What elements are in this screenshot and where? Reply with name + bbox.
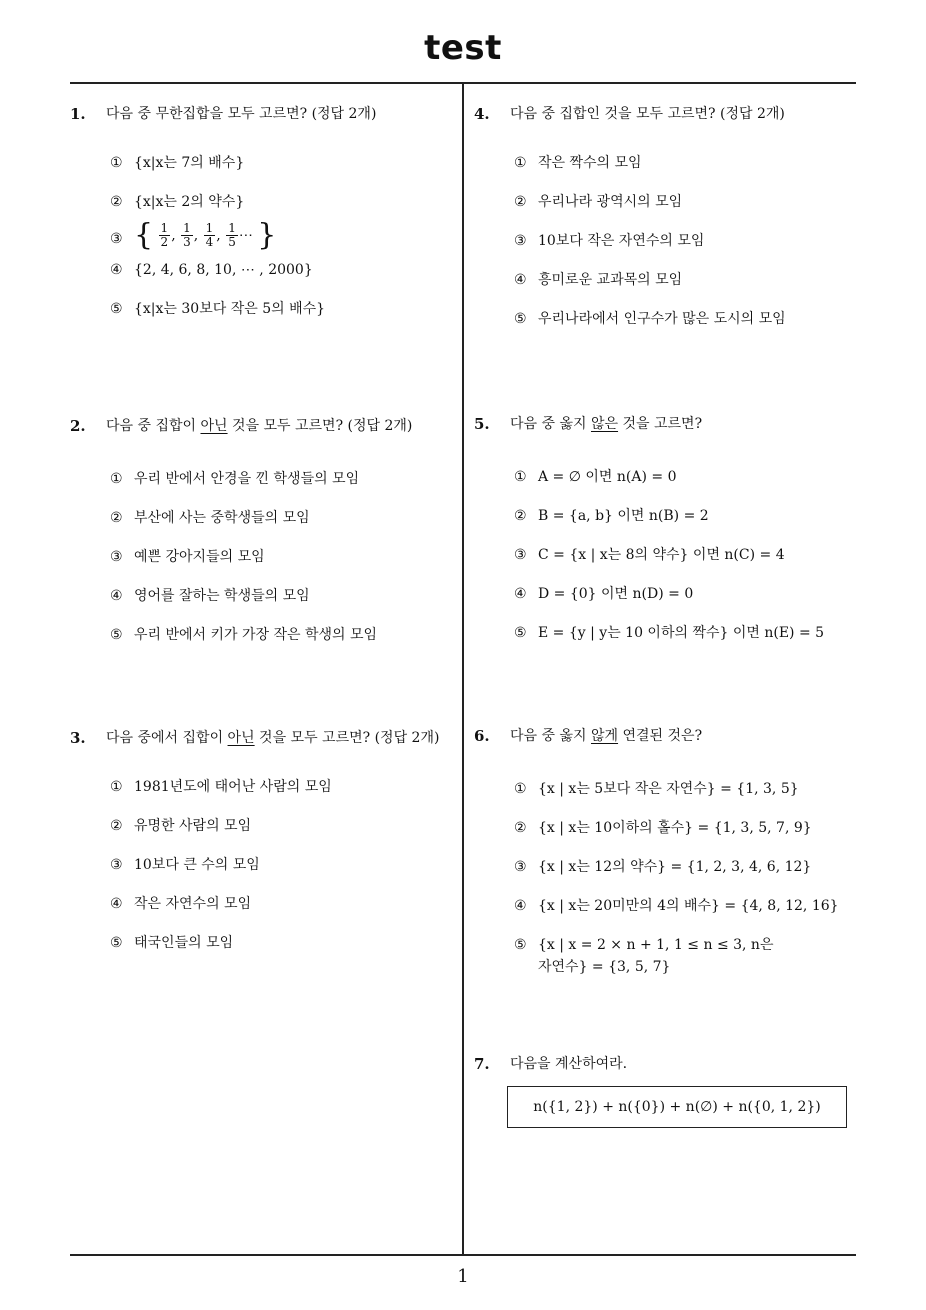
choice-4[interactable]: ④ D = {0} 이면 n(D) = 0 — [514, 586, 694, 602]
choice-2[interactable]: ② {x | x는 10이하의 홀수} = {1, 3, 5, 7, 9} — [514, 820, 812, 836]
question-number: 5. — [474, 415, 490, 433]
question-number: 1. — [70, 105, 86, 123]
choice-3[interactable]: ③ 10보다 작은 자연수의 모임 — [514, 233, 705, 249]
question-6 — [474, 724, 854, 995]
choice-1[interactable]: ① 작은 짝수의 모임 — [514, 155, 642, 171]
question-text: 다음 중에서 집합이 아닌 것을 모두 고르면? (정답 2개) — [106, 730, 440, 746]
question-5 — [474, 412, 854, 661]
choice-2[interactable]: ② B = {a, b} 이면 n(B) = 2 — [514, 508, 709, 524]
choice-2[interactable]: ② 부산에 사는 중학생들의 모임 — [110, 510, 310, 526]
choice-4[interactable]: ④ 작은 자연수의 모임 — [110, 896, 252, 912]
question-2 — [70, 414, 450, 663]
left-brace: { — [134, 217, 154, 253]
choice-4[interactable]: ④ 흥미로운 교과목의 모임 — [514, 272, 683, 288]
choice-4[interactable]: ④ 영어를 잘하는 학생들의 모임 — [110, 588, 310, 604]
choice-1[interactable]: ① A = ∅ 이면 n(A) = 0 — [514, 469, 677, 485]
question-number: 7. — [474, 1055, 490, 1073]
page-title: test — [424, 28, 502, 68]
question-text: 다음 중 무한집합을 모두 고르면? (정답 2개) — [106, 106, 377, 122]
fraction-third: $\frac{1}{3}$ — [183, 221, 191, 249]
choice-1[interactable]: ① {x | x는 5보다 작은 자연수} = {1, 3, 5} — [514, 781, 799, 797]
fraction-fifth: $\frac{1}{5}$ — [228, 221, 236, 249]
choice-4[interactable]: ④ {2, 4, 6, 8, 10, ⋯ , 2000} — [110, 262, 313, 278]
question-4 — [474, 102, 854, 347]
question-text: 다음 중 옳지 않게 연결된 것은? — [510, 728, 703, 744]
choice-1[interactable]: ① 우리 반에서 안경을 낀 학생들의 모임 — [110, 471, 360, 487]
question-1 — [70, 102, 450, 337]
choice-3[interactable]: ③ 10보다 큰 수의 모임 — [110, 857, 260, 873]
choice-3[interactable]: ③ { $\frac{1}{2}$ , $\frac{1}{3}$ , $\frac{1}{4}$ , $\frac{1}{5}$ ⋯ } — [110, 217, 277, 253]
fraction-half: $\frac{1}{2}$ — [160, 221, 169, 249]
question-number: 2. — [70, 417, 86, 435]
choice-3[interactable]: ③ 예쁜 강아지들의 모임 — [110, 549, 265, 565]
question-number: 4. — [474, 105, 490, 123]
choice-5[interactable]: ⑤ E = {y | y는 10 이하의 짝수} 이면 n(E) = 5 — [514, 625, 825, 641]
expression-box: n({1, 2}) + n({0}) + n(∅) + n({0, 1, 2}) — [507, 1086, 847, 1128]
choice-5[interactable]: ⑤ {x|x는 30보다 작은 5의 배수} — [110, 301, 326, 317]
page-number: 1 — [457, 1266, 469, 1287]
question-text: 다음 중 집합인 것을 모두 고르면? (정답 2개) — [510, 106, 785, 122]
choice-5[interactable]: ⑤ 태국인들의 모임 — [110, 935, 234, 951]
choice-2[interactable]: ② {x|x는 2의 약수} — [110, 194, 245, 210]
question-number: 6. — [474, 727, 490, 745]
choice-3[interactable]: ③ {x | x는 12의 약수} = {1, 2, 3, 4, 6, 12} — [514, 859, 812, 875]
question-text: 다음 중 집합이 아닌 것을 모두 고르면? (정답 2개) — [106, 418, 413, 434]
choice-3[interactable]: ③ C = {x | x는 8의 약수} 이면 n(C) = 4 — [514, 547, 785, 563]
question-text: 다음을 계산하여라. — [510, 1056, 628, 1072]
question-text: 다음 중 옳지 않은 것을 고르면? — [510, 416, 703, 432]
choice-1[interactable]: ① {x|x는 7의 배수} — [110, 155, 245, 171]
choice-5[interactable]: ⑤ {x | x = 2 × n + 1, 1 ≤ n ≤ 3, n은 자연수} = {3, 5, 7} — [514, 937, 774, 975]
choice-4[interactable]: ④ {x | x는 20미만의 4의 배수} = {4, 8, 12, 16} — [514, 898, 839, 914]
choice-1[interactable]: ① 1981년도에 태어난 사람의 모임 — [110, 779, 332, 795]
fraction-quarter: $\frac{1}{4}$ — [205, 221, 214, 249]
question-7 — [474, 1052, 854, 1128]
right-brace: } — [257, 217, 277, 253]
choice-5[interactable]: ⑤ 우리나라에서 인구수가 많은 도시의 모임 — [514, 311, 786, 327]
choice-2[interactable]: ② 유명한 사람의 모임 — [110, 818, 252, 834]
question-3 — [70, 726, 445, 971]
choice-5[interactable]: ⑤ 우리 반에서 키가 가장 작은 학생의 모임 — [110, 627, 378, 643]
footer-rule — [70, 1254, 856, 1256]
choice-2[interactable]: ② 우리나라 광역시의 모임 — [514, 194, 683, 210]
column-divider — [462, 84, 464, 1255]
question-number: 3. — [70, 729, 86, 747]
